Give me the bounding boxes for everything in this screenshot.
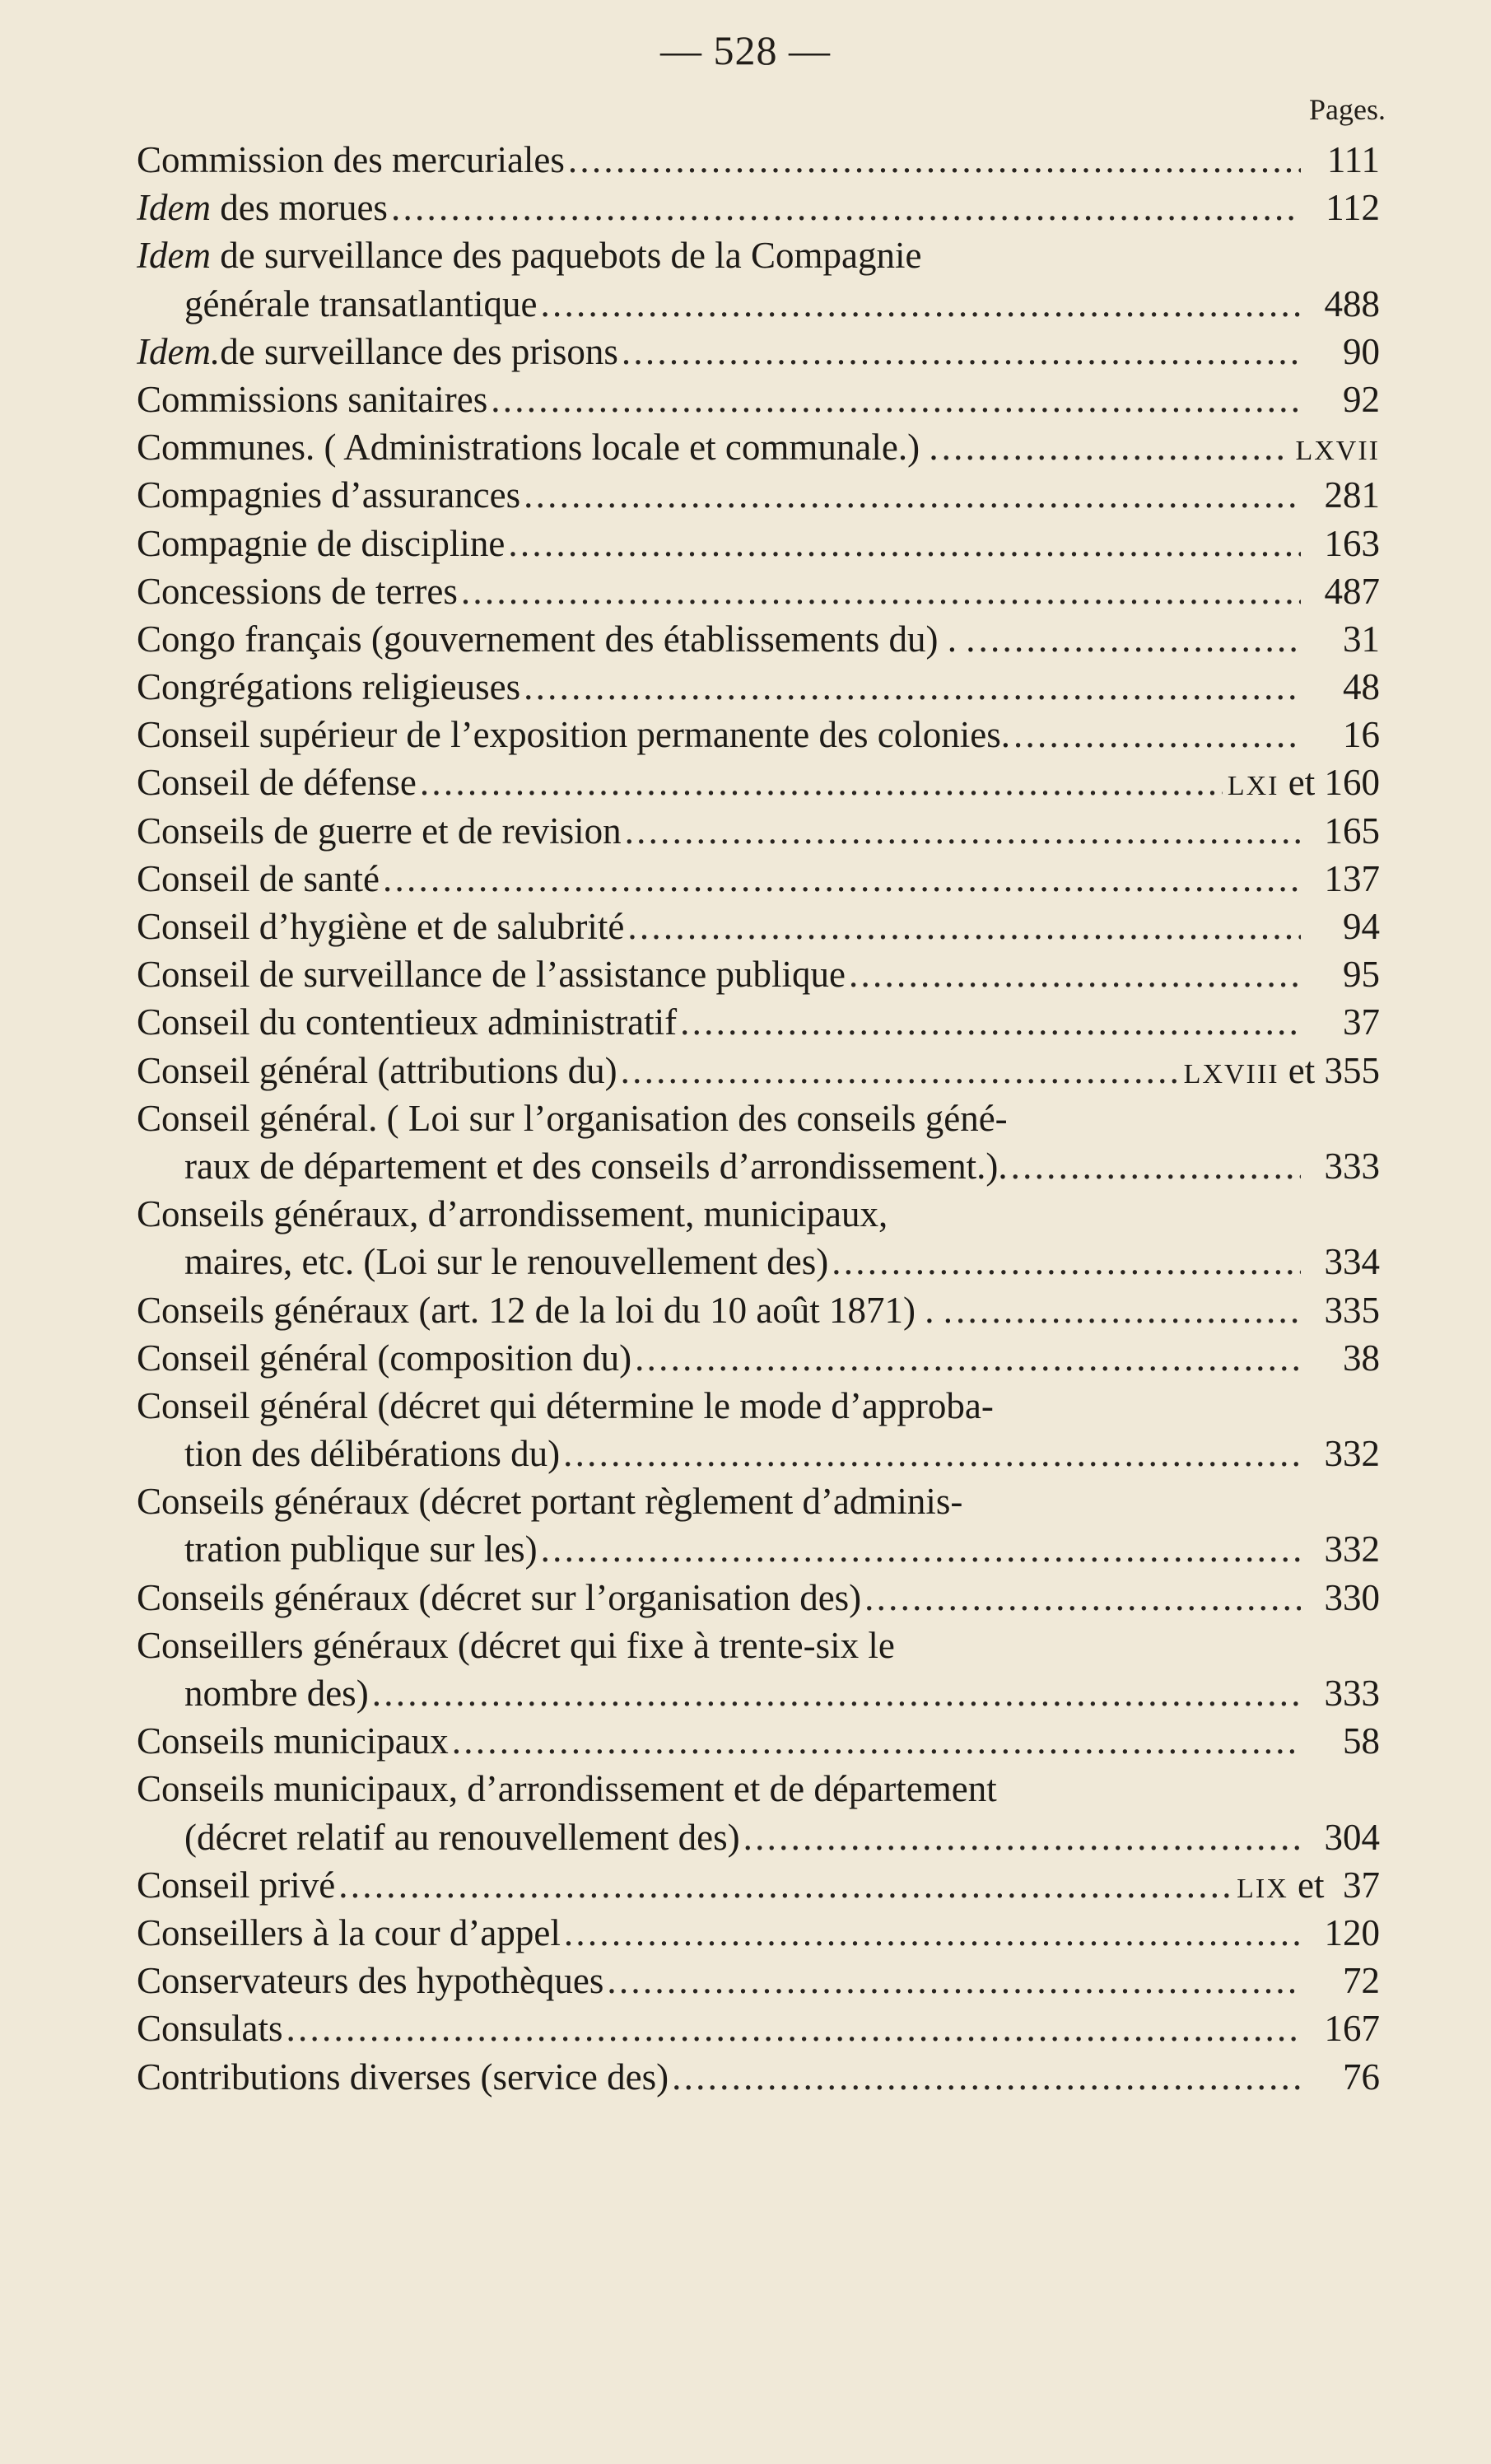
dot-leader [1011, 1142, 1301, 1190]
page-reference-number: 90 [1343, 330, 1380, 372]
index-entry-line [137, 1094, 1380, 1142]
index-entry-line [137, 1190, 1380, 1238]
index-entry-text [137, 615, 975, 663]
index-entry-continuation: (décret relatif au renouvellement des) [184, 1816, 740, 1858]
index-entry [137, 136, 1380, 184]
index-entry [137, 1813, 1380, 1861]
page-reference-number: 37 [1343, 1001, 1380, 1043]
index-entry-label: Congo français (gouvernement des établissements du) . . [137, 618, 976, 660]
index-entry-text [137, 1909, 561, 1957]
index-entry-label: Conseil du contentieux administratif [137, 1001, 678, 1043]
page-reference-number: 137 [1324, 857, 1380, 899]
index-entry [137, 663, 1380, 711]
index-list [137, 136, 1380, 2101]
index-entry-text [137, 2004, 283, 2052]
index-entry-text [184, 280, 538, 328]
page-reference [1306, 903, 1380, 950]
dot-leader [461, 567, 1301, 615]
index-entry [137, 1047, 1380, 1094]
page-reference [1306, 1334, 1380, 1382]
page-reference-number: 333 [1324, 1673, 1380, 1714]
index-entry-text [137, 471, 520, 519]
index-entry-label: Conseil supérieur de l’exposition permanente des colonies. [137, 714, 1010, 756]
index-entry [137, 567, 1380, 615]
dot-leader [338, 1861, 1232, 1909]
dot-leader [622, 328, 1301, 376]
page-reference-number: 304 [1324, 1816, 1380, 1858]
index-entry-label: Compagnie de discipline [137, 522, 506, 564]
index-entry-text [137, 520, 505, 567]
dot-leader [672, 2053, 1301, 2101]
index-entry-text [184, 1669, 369, 1717]
index-entry-label: Congrégations religieuses [137, 666, 521, 708]
page-reference-number: 111 [1326, 139, 1380, 180]
page-reference-roman: LIX [1237, 1873, 1288, 1904]
page-reference-number: et 160 [1279, 762, 1380, 804]
dot-leader [372, 1669, 1301, 1717]
page-reference-number: 488 [1324, 282, 1380, 324]
index-entry-label: Communes. ( Administrations locale et communale.) . [137, 427, 939, 469]
page-reference-roman: LXVIII [1183, 1058, 1279, 1090]
page-reference [1306, 2004, 1380, 2052]
index-entry-text [184, 1142, 1008, 1190]
index-entry-continuation: maires, etc. (Loi sur le renouvellement des) [184, 1241, 829, 1283]
index-entry-line [137, 1477, 1380, 1525]
page-reference-number: 281 [1324, 474, 1380, 516]
page-reference-number: 335 [1324, 1289, 1380, 1331]
index-entry-continuation: générale transatlantique [184, 282, 538, 324]
index-entry-text [137, 1957, 603, 2004]
page-reference [1306, 1525, 1380, 1573]
dot-leader [849, 950, 1301, 998]
dot-leader [541, 1525, 1301, 1573]
index-entry-italic: Idem. [137, 330, 221, 372]
page-reference [1306, 615, 1380, 663]
index-entry-label: Conseil général (décret qui détermine le mode d’approba- [137, 1384, 994, 1426]
index-entry [137, 1286, 1380, 1334]
dot-leader [420, 758, 1223, 806]
page-reference-number: et 37 [1288, 1864, 1380, 1906]
index-entry-text [137, 1286, 953, 1334]
dot-leader [1013, 711, 1301, 758]
dot-leader [942, 423, 1291, 471]
page-reference-number: 95 [1343, 954, 1380, 996]
index-entry-line [137, 1765, 1380, 1813]
page-reference-number: 31 [1343, 618, 1380, 660]
page-reference [1306, 1286, 1380, 1334]
index-entry-label: de surveillance des prisons [220, 330, 618, 372]
page-reference [1306, 376, 1380, 423]
index-entry-label: Concessions de terres [137, 570, 458, 612]
page-reference [1306, 855, 1380, 903]
page-reference [1306, 1574, 1380, 1622]
index-entry-label: Conseillers à la cour d’appel [137, 1911, 561, 1953]
dot-leader [563, 1430, 1301, 1477]
index-entry [137, 471, 1380, 519]
dot-leader [524, 663, 1301, 711]
index-entry-label: Conseils généraux (décret sur l’organisation des) [137, 1576, 862, 1618]
index-entry-label: de surveillance des paquebots de la Compagnie [210, 235, 922, 277]
page-reference-number: 72 [1343, 1960, 1380, 2002]
page-reference-number: 332 [1324, 1528, 1380, 1570]
index-entry-text [184, 1813, 740, 1861]
page-reference [1306, 280, 1380, 328]
index-entry [137, 376, 1380, 423]
page-reference [1306, 663, 1380, 711]
dot-leader [383, 855, 1301, 903]
dot-leader [607, 1957, 1301, 2004]
dot-leader [287, 2004, 1301, 2052]
index-entry-text [137, 758, 417, 806]
dot-leader [978, 615, 1301, 663]
index-entry-text [184, 1238, 828, 1286]
page-reference [1306, 520, 1380, 567]
index-entry [137, 280, 1380, 328]
index-entry [137, 807, 1380, 855]
page-reference [1306, 807, 1380, 855]
dot-leader [524, 471, 1301, 519]
index-entry-label: Conseils généraux (décret portant règlement d’adminis- [137, 1481, 963, 1523]
page-reference-number: 333 [1324, 1145, 1380, 1187]
dot-leader [391, 184, 1301, 231]
index-entry-italic: Idem [137, 187, 211, 229]
page-reference [1306, 711, 1380, 758]
index-entry-text [137, 184, 388, 231]
index-entry [137, 328, 1380, 376]
dot-leader [508, 520, 1301, 567]
page-reference-roman: LXI [1227, 771, 1279, 802]
pages-column-heading: Pages. [1309, 93, 1386, 126]
index-entry-text [137, 423, 939, 471]
index-entry-text [137, 1861, 335, 1909]
page-reference [1306, 567, 1380, 615]
index-entry-text [137, 1047, 617, 1094]
page-reference [1306, 998, 1380, 1046]
page-reference-number: 112 [1326, 187, 1380, 229]
index-entry-continuation: tion des délibérations du) [184, 1433, 561, 1475]
index-entry [137, 1574, 1380, 1622]
index-entry [137, 855, 1380, 903]
page-reference-roman: LXVII [1295, 436, 1380, 467]
index-entry [137, 1909, 1380, 1957]
index-entry [137, 1861, 1380, 1909]
page-reference [1306, 471, 1380, 519]
index-entry-label: Conseils municipaux [137, 1720, 449, 1762]
index-entry [137, 950, 1380, 998]
page-reference [1295, 423, 1380, 471]
index-entry-line [137, 1382, 1380, 1430]
index-entry-text [137, 1574, 861, 1622]
index-entry [137, 615, 1380, 663]
page-reference [1306, 136, 1380, 184]
page-reference-number: 330 [1324, 1576, 1380, 1618]
dot-leader [680, 998, 1301, 1046]
dot-leader [864, 1574, 1301, 1622]
index-entry-text [137, 376, 487, 423]
page-reference-number: 16 [1343, 714, 1380, 756]
index-entry-label: des morues [210, 187, 388, 229]
dot-leader [625, 807, 1301, 855]
dot-leader [956, 1286, 1301, 1334]
index-entry-text [137, 2053, 669, 2101]
dot-leader [743, 1813, 1301, 1861]
index-entry-label: Conseil d’hygiène et de salubrité [137, 906, 625, 947]
index-entry-text [184, 1525, 538, 1573]
index-entry-label: Conseil de surveillance de l’assistance publique [137, 954, 846, 996]
index-entry [137, 1238, 1380, 1286]
page-reference [1306, 1430, 1380, 1477]
index-entry-label: Compagnies d’assurances [137, 474, 521, 516]
index-entry [137, 1525, 1380, 1573]
index-entry-text [137, 855, 380, 903]
page-reference-number: 163 [1324, 522, 1380, 564]
index-entry-label: Conseils municipaux, d’arrondissement et de département [137, 1768, 997, 1810]
index-entry-text [137, 567, 458, 615]
index-entry [137, 1142, 1380, 1190]
page-folio: — 528 — [660, 27, 831, 73]
index-entry [137, 423, 1380, 471]
page-reference [1306, 1669, 1380, 1717]
page-reference [1306, 1813, 1380, 1861]
index-entry [137, 2004, 1380, 2052]
index-entry-text [137, 950, 846, 998]
page-reference-number: 76 [1343, 2056, 1380, 2098]
page-reference [1306, 328, 1380, 376]
page-reference [1306, 2053, 1380, 2101]
page-reference-number: 332 [1324, 1433, 1380, 1475]
index-entry-label: Conseil général. ( Loi sur l’organisation des conseils géné- [137, 1097, 1008, 1139]
index-entry-italic: Idem [137, 235, 211, 277]
index-entry [137, 520, 1380, 567]
index-entry-continuation: nombre des) [184, 1673, 369, 1714]
index-entry [137, 998, 1380, 1046]
index-entry-text [184, 1430, 560, 1477]
index-entry-line [137, 1622, 1380, 1669]
dot-leader [568, 136, 1301, 184]
index-entry-text [137, 807, 622, 855]
index-entry-continuation: tration publique sur les) [184, 1528, 538, 1570]
index-entry-label: Conseil de santé [137, 857, 380, 899]
index-entry-text [137, 998, 677, 1046]
dot-leader [491, 376, 1301, 423]
index-entry [137, 1957, 1380, 2004]
index-entry-text [137, 903, 624, 950]
index-entry [137, 711, 1380, 758]
index-entry-text [137, 1717, 449, 1765]
dot-leader [832, 1238, 1301, 1286]
page-reference-number: 165 [1324, 810, 1380, 852]
page-reference-number: 58 [1343, 1720, 1380, 1762]
index-entry-label: Conseils généraux, d’arrondissement, municipaux, [137, 1193, 888, 1235]
page-reference [1306, 950, 1380, 998]
index-entry-text [137, 328, 618, 376]
page-reference [1184, 1047, 1380, 1094]
index-entry-label: Conseil général (composition du) [137, 1337, 632, 1379]
index-entry-line [137, 231, 1380, 279]
page-reference [1306, 1909, 1380, 1957]
page-reference-number: 487 [1324, 570, 1380, 612]
page-reference-number: 92 [1343, 378, 1380, 420]
index-entry-text [137, 663, 520, 711]
index-entry-label: Conseil privé [137, 1864, 336, 1906]
index-entry-label: Conseils généraux (art. 12 de la loi du 10 août 1871) . . [137, 1289, 953, 1331]
page-reference-number: 48 [1343, 666, 1380, 708]
page-reference [1306, 1957, 1380, 2004]
page-reference [1306, 184, 1380, 231]
index-entry [137, 1717, 1380, 1765]
page-reference [1306, 1142, 1380, 1190]
dot-leader [627, 903, 1301, 950]
index-entry-text [137, 711, 1010, 758]
index-entry [137, 1430, 1380, 1477]
page-reference-number: 334 [1324, 1241, 1380, 1283]
index-entry-label: Conseils de guerre et de revision [137, 810, 622, 852]
page-reference [1306, 1238, 1380, 1286]
index-entry-label: Conseil général (attributions du) [137, 1049, 617, 1091]
index-entry-continuation: raux de département et des conseils d’arrondissement.). [184, 1145, 1008, 1187]
dot-leader [621, 1047, 1179, 1094]
page-reference-number: et 355 [1279, 1049, 1380, 1091]
index-entry-label: Conservateurs des hypothèques [137, 1960, 604, 2002]
page-reference-number: 120 [1324, 1911, 1380, 1953]
index-entry [137, 758, 1380, 806]
dot-leader [452, 1717, 1301, 1765]
index-entry-text [137, 136, 565, 184]
page-reference-number: 38 [1343, 1337, 1380, 1379]
dot-leader [635, 1334, 1301, 1382]
dot-leader [541, 280, 1301, 328]
index-entry [137, 903, 1380, 950]
index-entry-label: Conseillers généraux (décret qui fixe à trente-six le [137, 1624, 895, 1666]
page-reference [1237, 1861, 1380, 1909]
index-entry [137, 1669, 1380, 1717]
index-entry [137, 2053, 1380, 2101]
page-reference-number: 94 [1343, 906, 1380, 947]
index-entry-label: Commissions sanitaires [137, 378, 488, 420]
index-entry-label: Conseil de défense [137, 762, 417, 804]
page-reference-number: 167 [1324, 2008, 1380, 2050]
dot-leader [564, 1909, 1301, 1957]
index-entry-label: Consulats [137, 2008, 283, 2050]
index-entry-label: Commission des mercuriales [137, 139, 565, 180]
index-entry [137, 1334, 1380, 1382]
index-entry-label: Contributions diverses (service des) [137, 2056, 669, 2098]
index-entry-text [137, 1334, 631, 1382]
page-reference [1306, 1717, 1380, 1765]
page-reference [1228, 758, 1380, 806]
index-entry [137, 184, 1380, 231]
